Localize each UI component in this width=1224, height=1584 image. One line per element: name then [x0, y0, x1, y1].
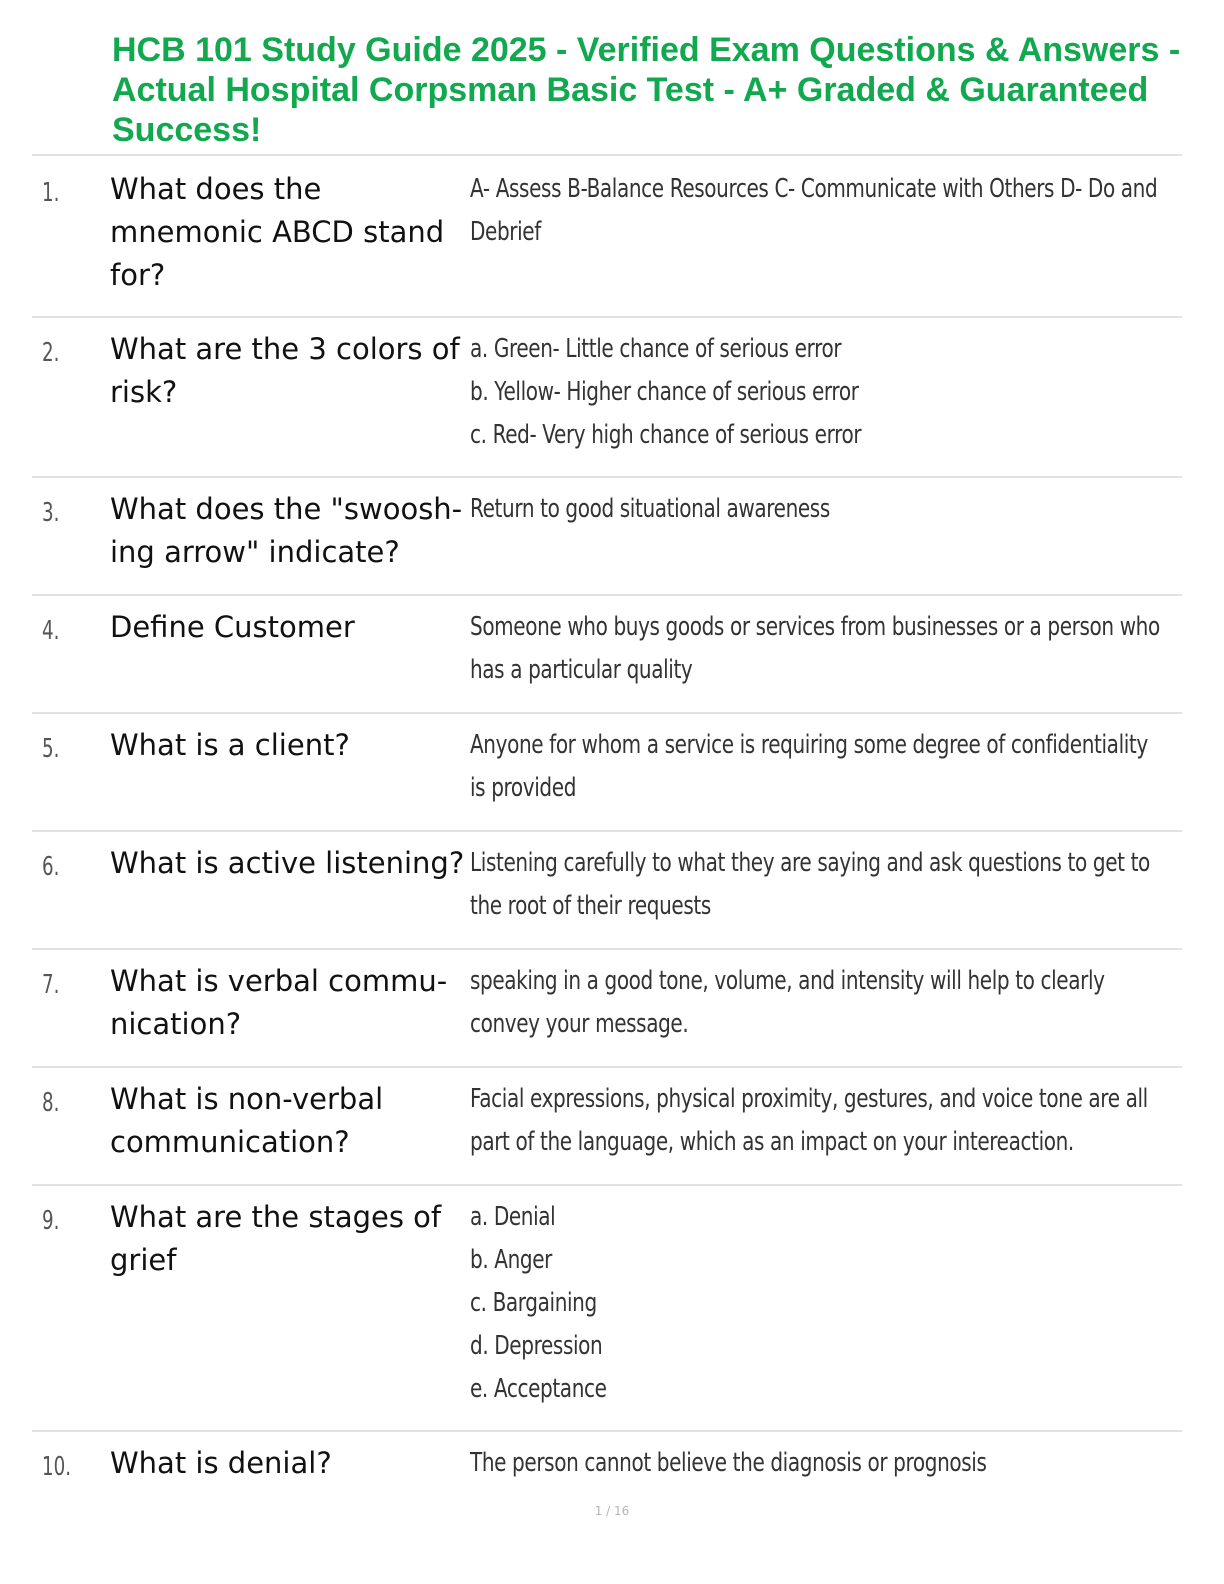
question-text: Define Customer [110, 610, 355, 644]
qa-item [32, 714, 1182, 832]
question-text: What is denial? [110, 1446, 332, 1480]
qa-item [32, 318, 1182, 478]
item-number: 4. [42, 616, 60, 646]
qa-item [32, 596, 1182, 714]
page-number: 1 / 16 [594, 1504, 630, 1518]
item-number: 2. [42, 338, 60, 368]
question-text: What is active listening? [110, 846, 465, 880]
item-number: 9. [42, 1206, 60, 1236]
item-number: 7. [42, 970, 60, 1000]
answer-line: a. Denial [470, 1202, 556, 1232]
qa-item [32, 158, 1182, 318]
answer-text [470, 1196, 1167, 1411]
qa-item [32, 1432, 1182, 1512]
item-number: 5. [42, 734, 60, 764]
answer-line: e. Acceptance [470, 1374, 607, 1404]
question-text: What is non-verbal communication? [110, 1082, 384, 1159]
answer-line: Anyone for whom a service is requiring some degree of confidentiality is provided [470, 730, 1148, 803]
answer-text [470, 168, 1167, 254]
answer-line: Return to good situational awareness [470, 494, 830, 524]
answer-line: b. Yellow- Higher chance of serious error [470, 377, 859, 407]
answer-line: Listening carefully to what they are saying and ask questions to get to the root of their requests [470, 848, 1150, 921]
item-number: 3. [42, 498, 60, 528]
qa-item [32, 478, 1182, 596]
qa-item [32, 1068, 1182, 1186]
item-number: 8. [42, 1088, 60, 1118]
answer-line: b. Anger [470, 1245, 553, 1275]
question-text: What is verbal commu-nication? [110, 964, 448, 1041]
answer-line: The person cannot believe the diagnosis or prognosis [470, 1448, 987, 1478]
title-divider [32, 154, 1182, 156]
answer-line: Someone who buys goods or services from businesses or a person who has a particular quality [470, 612, 1160, 685]
answer-text [470, 1078, 1167, 1164]
question-text: What does the mnemonic ABCD stand for? [110, 172, 445, 292]
answer-text [470, 606, 1167, 692]
answer-line: speaking in a good tone, volume, and intensity will help to clearly convey your message. [470, 966, 1105, 1039]
answer-text [470, 1442, 1167, 1485]
answer-line: A- Assess B-Balance Resources C- Communicate with Others D- Do and Debrief [470, 174, 1158, 247]
question-text: What are the 3 colors of risk? [110, 332, 460, 409]
answer-text [470, 724, 1167, 810]
answer-line: Facial expressions, physical proximity, gestures, and voice tone are all part of the language, which as an impact on your intereaction. [470, 1084, 1148, 1157]
qa-item [32, 1186, 1182, 1432]
qa-item [32, 950, 1182, 1068]
answer-text [470, 960, 1167, 1046]
question-text: What is a client? [110, 728, 350, 762]
answer-text [470, 488, 1167, 531]
question-text: What does the "swoosh-ing arrow" indicate? [110, 492, 463, 569]
document-title: HCB 101 Study Guide 2025 - Verified Exam Questions & Answers - Actual Hospital Corpsman Basic Test - A+ Graded & Guaranteed Success! [112, 31, 1181, 149]
answer-line: c. Bargaining [470, 1288, 597, 1318]
qa-list [0, 158, 1224, 1512]
item-number: 6. [42, 852, 60, 882]
answer-text [470, 328, 1167, 457]
item-number: 10. [42, 1452, 72, 1482]
answer-line: d. Depression [470, 1331, 603, 1361]
answer-line: c. Red- Very high chance of serious error [470, 420, 862, 450]
item-number: 1. [42, 178, 60, 208]
answer-line: a. Green- Little chance of serious error [470, 334, 842, 364]
question-text: What are the stages of grief [110, 1200, 442, 1277]
answer-text [470, 842, 1167, 928]
qa-item [32, 832, 1182, 950]
